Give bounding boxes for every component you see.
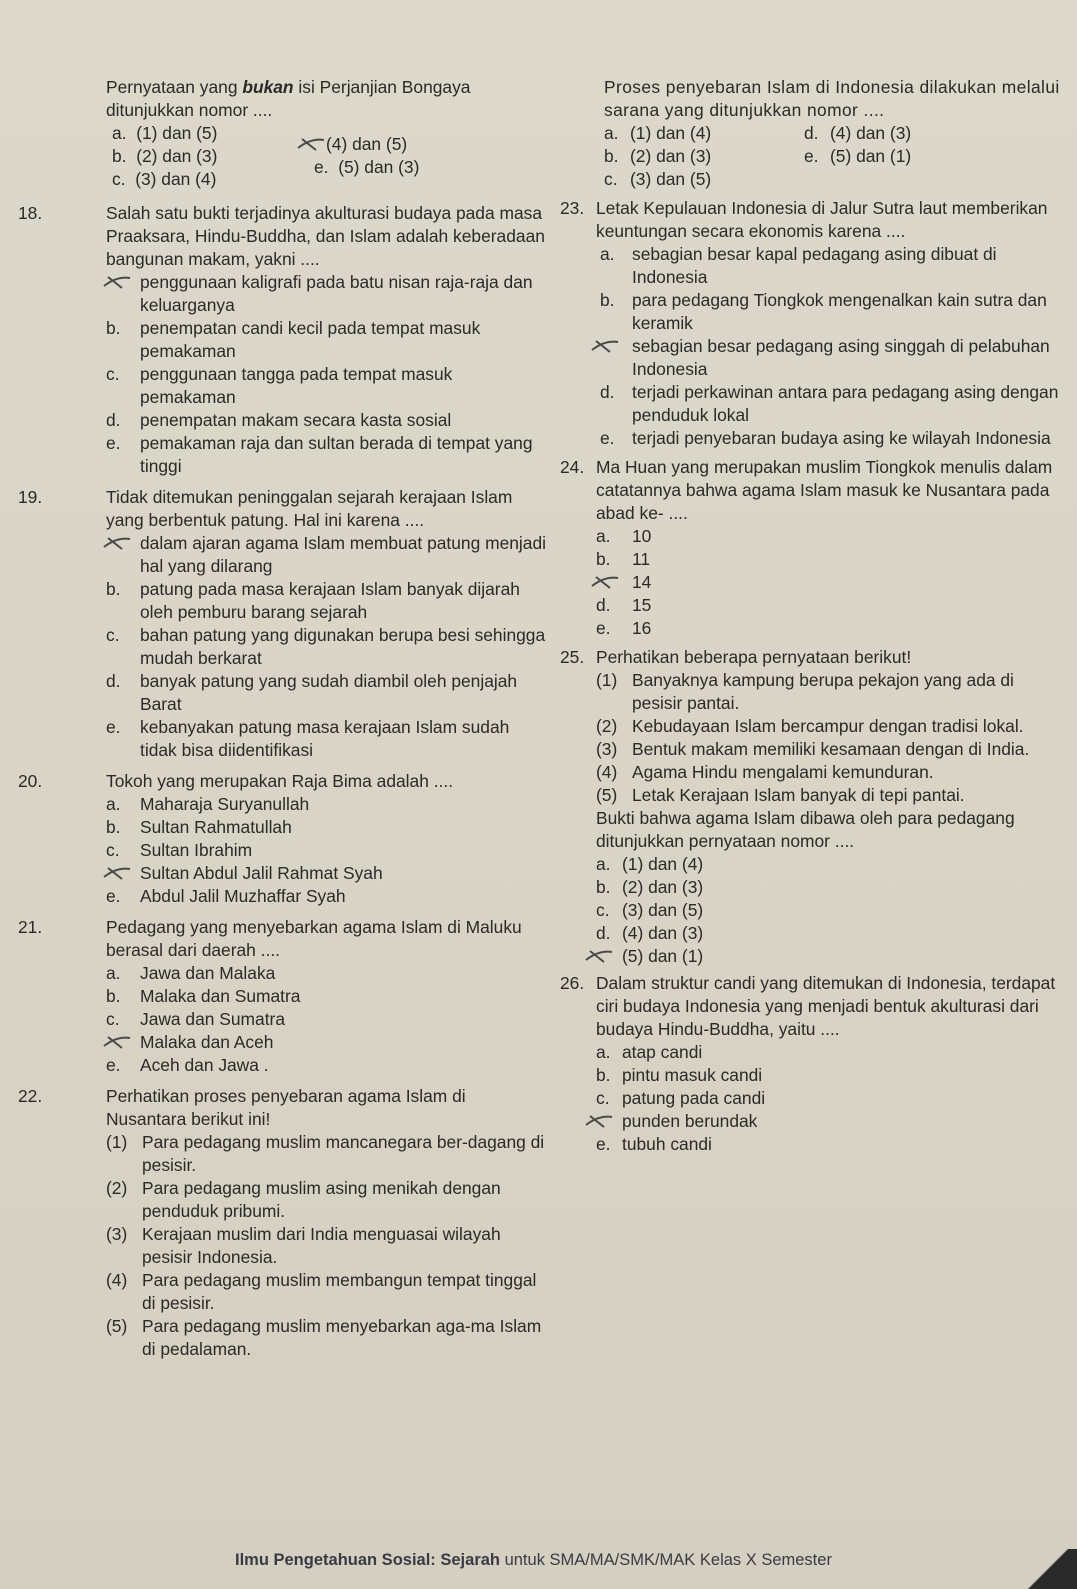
- statement-list: [560, 669, 1060, 807]
- page-corner: [1017, 1549, 1077, 1589]
- option-b[interactable]: b. (2) dan (3): [604, 146, 712, 166]
- option-d[interactable]: d. terjadi perkawinan antara para pedagang asing dengan penduduk lokal: [600, 382, 1059, 425]
- question-23: [560, 197, 1060, 450]
- cross-mark-icon: [102, 536, 132, 550]
- option-c[interactable]: c. patung pada candi: [596, 1088, 766, 1108]
- statement-5: (5) Letak Kerajaan Islam banyak di tepi pantai.: [596, 785, 965, 805]
- cross-mark-icon: [102, 866, 132, 880]
- statement-1: (1) Para pedagang muslim mancanegara ber-dagang di pesisir.: [106, 1132, 545, 1175]
- cross-mark-icon: [590, 575, 620, 589]
- cross-mark-icon: [102, 275, 132, 289]
- statement-2: (2) Kebudayaan Islam bercampur dengan tradisi lokal.: [596, 716, 1024, 736]
- option-b[interactable]: b. Malaka dan Sumatra: [106, 986, 301, 1006]
- question-stem: Pernyataan yang bukan isi Perjanjian Bongaya ditunjukkan nomor ....: [106, 77, 471, 120]
- option-e[interactable]: e. terjadi penyebaran budaya asing ke wilayah Indonesia: [600, 428, 1051, 448]
- option-a[interactable]: a. Maharaja Suryanullah: [106, 794, 310, 814]
- question-18: [18, 202, 550, 478]
- option-a[interactable]: dalam ajaran agama Islam membuat patung menjadi hal yang dilarang: [50, 532, 550, 578]
- right-column: [560, 76, 1060, 1160]
- question-19: [18, 486, 550, 762]
- question-17: [50, 76, 550, 192]
- option-e[interactable]: e. (5) dan (3): [314, 157, 420, 177]
- cross-mark-icon: [590, 339, 620, 353]
- question-20: [18, 770, 550, 908]
- cross-mark-icon: [296, 137, 326, 151]
- statement-1: (1) Banyaknya kampung berupa pekajon yang ada di pesisir pantai.: [596, 670, 1014, 713]
- option-b[interactable]: b. (2) dan (3): [112, 146, 218, 166]
- question-stem: 24. Ma Huan yang merupakan muslim Tiongkok menulis dalam catatannya bahwa agama Islam masuk ke Nusantara pada abad ke- ....: [560, 457, 1053, 523]
- option-d[interactable]: punden berundak: [560, 1110, 1060, 1133]
- option-b[interactable]: b. patung pada masa kerajaan Islam banyak dijarah oleh pemburu barang sejarah: [106, 579, 520, 622]
- cross-mark-icon: [584, 1114, 614, 1128]
- question-stem: 20. Tokoh yang merupakan Raja Bima adalah ....: [18, 771, 454, 791]
- option-d[interactable]: Malaka dan Aceh: [50, 1031, 550, 1054]
- question-stem: 18. Salah satu bukti terjadinya akulturasi budaya pada masa Praaksara, Hindu-Buddha, dan Islam adalah keberadaan bangunan makam, yakni ....: [18, 203, 545, 269]
- option-c[interactable]: c. penggunaan tangga pada tempat masuk pemakaman: [106, 364, 453, 407]
- left-column: [18, 76, 550, 1365]
- option-c[interactable]: sebagian besar pedagang asing singgah di pelabuhan Indonesia: [560, 335, 1060, 381]
- option-b[interactable]: b. (2) dan (3): [596, 877, 704, 897]
- question-stem: 19. Tidak ditemukan peninggalan sejarah kerajaan Islam yang berbentuk patung. Hal ini karena ....: [18, 487, 513, 530]
- option-b[interactable]: b. Sultan Rahmatullah: [106, 817, 292, 837]
- option-e[interactable]: e. 16: [596, 618, 652, 638]
- option-e[interactable]: e. Abdul Jalil Muzhaffar Syah: [106, 886, 346, 906]
- option-a[interactable]: a. 10: [596, 526, 652, 546]
- option-b[interactable]: b. 11: [596, 549, 651, 569]
- option-b[interactable]: b. para pedagang Tiongkok mengenalkan kain sutra dan keramik: [600, 290, 1047, 333]
- option-e[interactable]: (5) dan (1): [560, 945, 1060, 968]
- question-stem: 25. Perhatikan beberapa pernyataan berikut!: [560, 647, 912, 667]
- statement-5: (5) Para pedagang muslim menyebarkan aga-ma Islam di pedalaman.: [106, 1316, 542, 1359]
- question-24: [560, 456, 1060, 640]
- option-d[interactable]: d. (4) dan (3): [804, 123, 912, 143]
- cross-mark-icon: [584, 949, 614, 963]
- option-c[interactable]: c. Jawa dan Sumatra: [106, 1009, 286, 1029]
- question-25: [560, 646, 1060, 968]
- option-e[interactable]: e. pemakaman raja dan sultan berada di tempat yang tinggi: [106, 433, 533, 476]
- question-stem: 22. Perhatikan proses penyebaran agama Islam di Nusantara berikut ini!: [18, 1086, 466, 1129]
- question-26: [560, 972, 1060, 1156]
- option-e[interactable]: e. kebanyakan patung masa kerajaan Islam sudah tidak bisa diidentifikasi: [106, 717, 510, 760]
- option-a[interactable]: a. Jawa dan Malaka: [106, 963, 276, 983]
- page-footer: Ilmu Pengetahuan Sosial: Sejarah untuk SMA/MA/SMK/MAK Kelas X Semester: [235, 1551, 832, 1569]
- statement-2: (2) Para pedagang muslim asing menikah dengan penduduk pribumi.: [106, 1178, 501, 1221]
- question-stem: Proses penyebaran Islam di Indonesia dilakukan melalui sarana yang ditunjukkan nomor ....: [604, 77, 1060, 120]
- option-e[interactable]: e. tubuh candi: [596, 1134, 712, 1154]
- question-22: [18, 1085, 550, 1361]
- option-a[interactable]: a. (1) dan (4): [604, 123, 712, 143]
- question-22-continued: [560, 76, 1060, 191]
- option-d[interactable]: Sultan Abdul Jalil Rahmat Syah: [50, 862, 550, 885]
- option-e[interactable]: e. (5) dan (1): [804, 146, 912, 166]
- option-d[interactable]: d. banyak patung yang sudah diambil oleh penjajah Barat: [106, 671, 518, 714]
- question-21: [18, 916, 550, 1077]
- question-stem-2: Bukti bahwa agama Islam dibawa oleh para pedagang ditunjukkan pernyataan nomor ....: [596, 808, 1015, 851]
- option-b[interactable]: b. pintu masuk candi: [596, 1065, 763, 1085]
- option-a[interactable]: a. atap candi: [596, 1042, 703, 1062]
- statement-4: (4) Agama Hindu mengalami kemunduran.: [596, 762, 934, 782]
- cross-mark-icon: [102, 1035, 132, 1049]
- option-c[interactable]: c. Sultan Ibrahim: [106, 840, 253, 860]
- statement-4: (4) Para pedagang muslim membangun tempat tinggal di pesisir.: [106, 1270, 537, 1313]
- question-stem: 23. Letak Kepulauan Indonesia di Jalur Sutra laut memberikan keuntungan secara ekonomis karena ....: [560, 198, 1048, 241]
- option-c[interactable]: c. (3) dan (5): [604, 169, 712, 189]
- option-d[interactable]: d. 15: [596, 595, 652, 615]
- answer-options: [106, 122, 550, 192]
- answer-options: [560, 122, 1060, 191]
- option-c[interactable]: c. (3) dan (5): [596, 900, 704, 920]
- option-c[interactable]: c. bahan patung yang digunakan berupa besi sehingga mudah berkarat: [106, 625, 546, 668]
- option-d[interactable]: (4) dan (5): [326, 133, 407, 156]
- question-stem: 26. Dalam struktur candi yang ditemukan di Indonesia, terdapat ciri budaya Indonesia yang menjadi bentuk akulturasi dari budaya Hindu-Buddha, yaitu ....: [560, 973, 1056, 1039]
- option-c[interactable]: 14: [560, 571, 1060, 594]
- option-e[interactable]: e. Aceh dan Jawa .: [106, 1055, 269, 1075]
- question-stem: 21. Pedagang yang menyebarkan agama Islam di Maluku berasal dari daerah ....: [18, 917, 522, 960]
- option-a[interactable]: a. (1) dan (5): [112, 123, 218, 143]
- option-d[interactable]: d. penempatan makam secara kasta sosial: [106, 410, 452, 430]
- option-d[interactable]: d. (4) dan (3): [596, 923, 704, 943]
- statement-3: (3) Kerajaan muslim dari India menguasai wilayah pesisir Indonesia.: [106, 1224, 501, 1267]
- option-b[interactable]: b. penempatan candi kecil pada tempat masuk pemakaman: [106, 318, 481, 361]
- option-a[interactable]: a. sebagian besar kapal pedagang asing dibuat di Indonesia: [600, 244, 997, 287]
- option-c[interactable]: c. (3) dan (4): [112, 169, 217, 189]
- option-a[interactable]: a. (1) dan (4): [596, 854, 704, 874]
- statement-3: (3) Bentuk makam memiliki kesamaan dengan di India.: [596, 739, 1030, 759]
- statement-list: [50, 1131, 550, 1361]
- option-a[interactable]: penggunaan kaligrafi pada batu nisan raja-raja dan keluarganya: [50, 271, 550, 317]
